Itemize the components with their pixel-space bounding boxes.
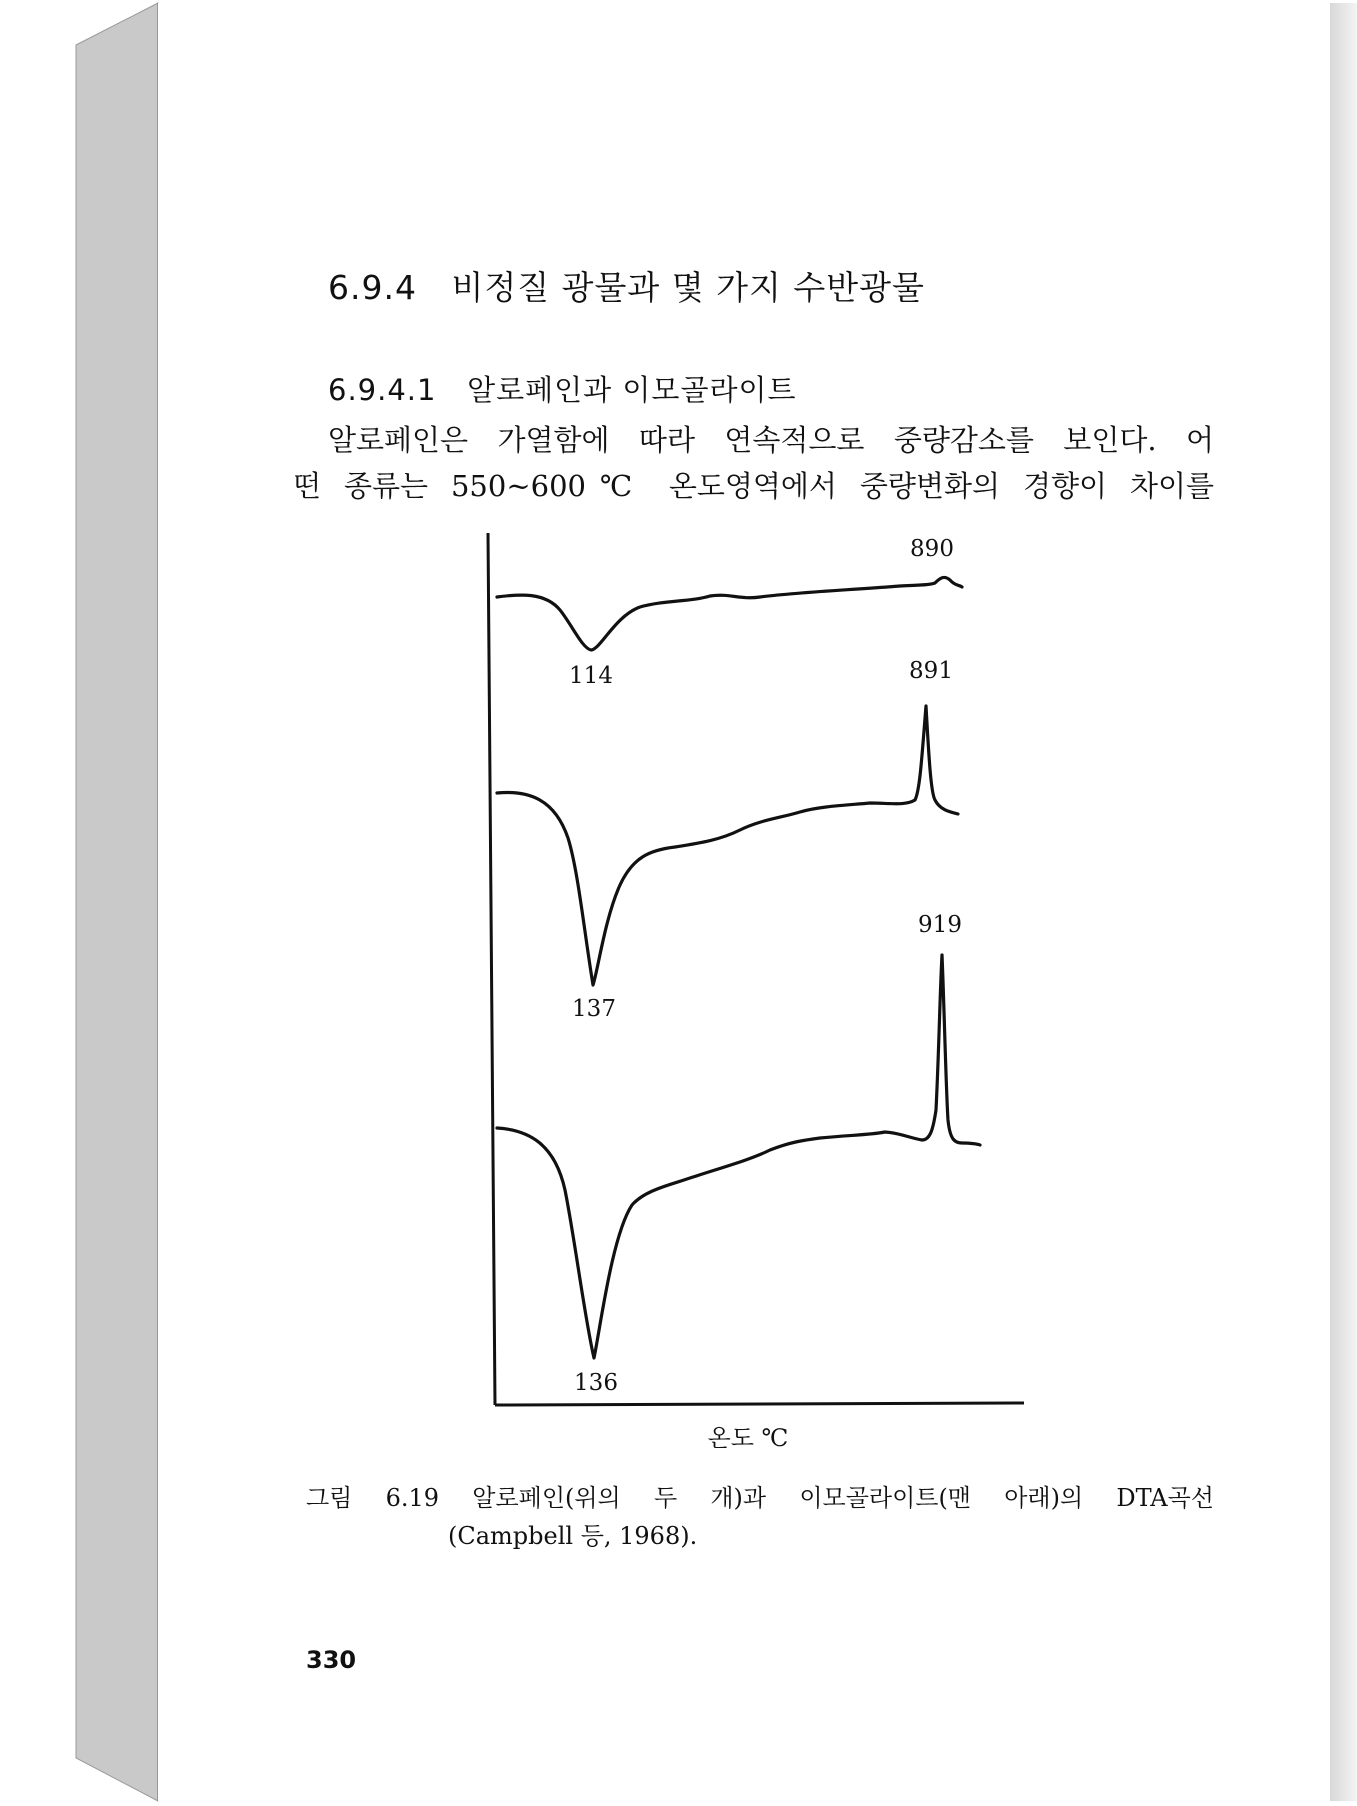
body-line-2: 떤 종류는 550~600℃ 온도영역에서 중량변화의 경향이 차이를 <box>293 469 1214 503</box>
section-number: 6.9.4 <box>328 268 417 307</box>
body-line-1: 알로페인은 가열함에 따라 연속적으로 중량감소를 보인다. 어 <box>328 423 1214 457</box>
section-title: 비정질 광물과 몇 가지 수반광물 <box>451 268 925 307</box>
page-shadow <box>1330 3 1357 1801</box>
x-axis-label: 온도 ℃ <box>707 1424 789 1452</box>
page-number: 330 <box>306 1646 357 1674</box>
figure-caption-line-1: 그림 6.19 알로페인(위의 두 개)과 이모골라이트(맨 아래)의 DTA곡선 <box>306 1484 1214 1512</box>
peak-label: 919 <box>918 912 962 938</box>
peak-label: 891 <box>909 658 953 684</box>
figure-caption-line-2: (Campbell 등, 1968). <box>448 1522 698 1550</box>
subsection-number: 6.9.4.1 <box>328 373 437 407</box>
peak-label: 114 <box>569 663 613 689</box>
subsection-heading <box>328 368 797 409</box>
peak-label: 137 <box>572 996 616 1022</box>
section-heading <box>328 262 925 309</box>
subsection-title: 알로페인과 이모골라이트 <box>467 373 797 407</box>
peak-label: 890 <box>910 536 954 562</box>
peak-label: 136 <box>574 1370 618 1396</box>
